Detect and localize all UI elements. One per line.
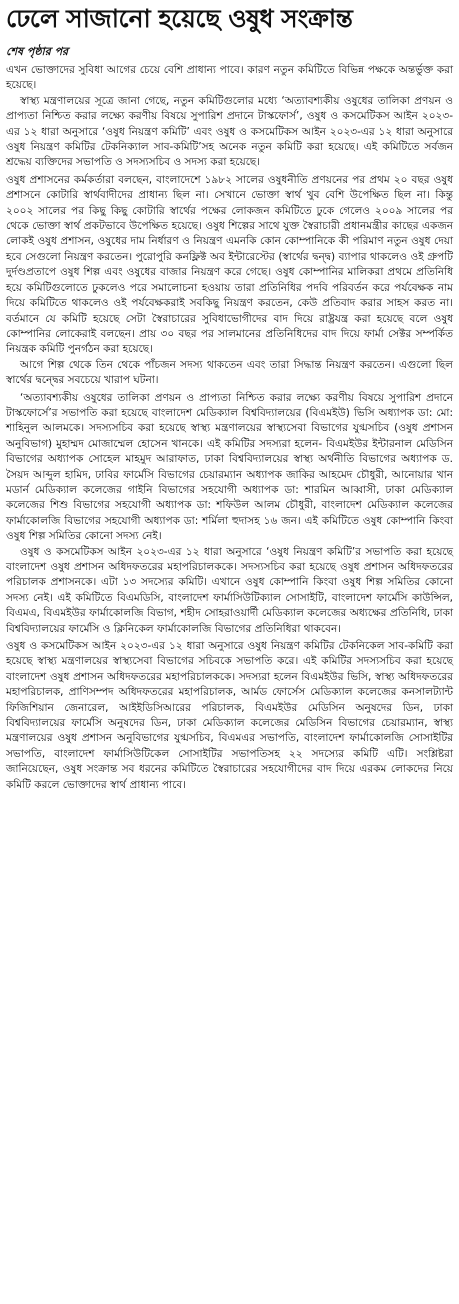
article-paragraph: আগে শিল্প থেকে তিন থেকে পাঁচজন সদস্য থাকতেন এবং তারা সিদ্ধান্ত নিয়ন্ত্রণ করতেন। এগুলো ছিল স্বার্থের দ্বন্দ্বের সবচেয়ে খারাপ ঘটনা। <box>6 358 453 387</box>
article-paragraph: ওষুধ ও কসমেটিকস আইন ২০২৩-এর ১২ ধারা অনুসারে ‘ওষুধ নিয়ন্ত্রণ কমিটি’র সভাপতি করা হয়েছে বাংলাদেশ ওষুধ প্রশাসন অধিদফতরের মহাপরিচালককে। সদস্যসচিব করা হয়েছে ওষুধ প্রশাসন অধিদফতরের পরিচালক প্রশাসনকে। এটা ১৩ সদস্যের কমিটি। এখানে ওষুধ কোম্পানি কিংবা ওষুধ শিল্প সমিতির কোনো সদস্য নেই। এই কমিটিতে বিএমডিসি, বাংলাদেশ ফার্মাসিউটিক্যাল সোসাইটি, বাংলাদেশ ফার্মেসি কাউন্সিল, বিএমএ, বিএমইউর ফার্মাকোলজি বিভাগ, শহীদ সোহরাওয়ার্দী মেডিক্যাল কলেজের অধ্যক্ষের প্রতিনিধি, ঢাকা বিশ্ববিদ্যালয়ের ফার্মেসি ও ক্লিনিকেল ফার্মাকোলজি বিভাগের প্রতিনিধিরা থাকবেন। <box>6 545 453 635</box>
article-paragraph: ‘অত্যাবশ্যকীয় ওষুধের তালিকা প্রণয়ন ও প্রাপ্যতা নিশ্চিত করার লক্ষ্যে করণীয় বিষয়ে সুপারিশ প্রদানে টাস্কফোর্সে’র সভাপতি করা হয়েছে বাংলাদেশ মেডিক্যাল বিশ্ববিদ্যালয়ের (বিএমইউ) ভিসি অধ্যাপক ডা: মো: শাহিনুল আলমকে। সদস্যসচিব করা হয়েছে স্বাস্থ্য মন্ত্রণালয়ের স্বাস্থ্যসেবা বিভাগের যুগ্মসচিব (ওষুধ প্রশাসন অনুবিভাগ) মুহাম্মদ মোজাম্মেল হোসেন খানকে। এই কমিটির সদস্যরা হলেন- বিএমইউর ইন্টারনাল মেডিসিন বিভাগের অধ্যাপক সোহেল মাহমুদ আরাফাত, ঢাকা বিশ্ববিদ্যালয়ের স্বাস্থ্য অর্থনীতি বিভাগের অধ্যাপক ড. সৈয়দ আব্দুল হামিদ, ঢাবির ফার্মেসি বিভাগের চেয়ারম্যান অধ্যাপক জাকির আহমেদ চৌধুরী, আনোয়ার খান মডার্ন মেডিক্যাল কলেজের গাইনি বিভাগের সহযোগী অধ্যাপক ডা: শারমিন আব্বাসী, ঢাকা মেডিক্যাল কলেজের শিশু বিভাগের সহযোগী অধ্যাপক ডা: শফিউল আলম চৌধুরী, বাংলাদেশ মেডিক্যাল কলেজের ফার্মাকোলজি বিভাগের সহযোগী অধ্যাপক ডা: শর্মিলা হুদাসহ ১৬ জন। এই কমিটিতে ওষুধ কোম্পানি কিংবা ওষুধ শিল্প সমিতির কোনো সদস্য নেই। <box>6 391 453 543</box>
continued-from-label: শেষ পৃষ্ঠার পর <box>6 45 69 58</box>
article-body <box>6 63 453 793</box>
newspaper-article <box>0 4 459 1304</box>
article-headline: ঢেলে সাজানো হয়েছে ওষুধ সংক্রান্ত <box>6 4 353 33</box>
article-paragraph: ওষুধ প্রশাসনের কর্মকর্তারা বলছেন, বাংলাদেশে ১৯৮২ সালের ওষুধনীতি প্রণয়নের পর প্রথম ২০ বছর ওষুধ প্রশাসনে কোটারি স্বার্থবাদীদের প্রাধান্য ছিল না। সেখানে ভোক্তা স্বার্থ খুব বেশি উপেক্ষিত ছিল না। কিন্তু ২০০২ সালের পর কিছু কিছু কোটারি স্বার্থের পক্ষের লোকজন কমিটিতে ঢুকে গেলেও ২০০৯ সালের পর থেকে ভোক্তা স্বার্থ প্রকটভাবে উপেক্ষিত হয়েছে। ওষুধ শিল্পের সাথে যুক্ত স্বৈরাচারী প্রধানমন্ত্রীর কাছের একজন লোকই ওষুধ প্রশাসন, ওষুধের দাম নির্ধারণ ও নিয়ন্ত্রণ এমনকি কোন কোম্পানিকে কী পরিমাণ নতুন ওষুধ দেয়া হবে সেগুলো নিয়ন্ত্রণ করতেন। পুরোপুরি কনফ্লিক্ট অব ইন্টারেস্টের (স্বার্থের দ্বন্দ্ব) ব্যাপার থাকলেও ওই গ্রুপটি দুর্দণ্ডপ্রতাপে ওষুধ শিল্প এবং ওষুধের বাজার নিয়ন্ত্রণ করে গেছে। ওষুধ কোম্পানির মালিকরা প্রথমে প্রতিনিধি হয়ে কমিটিগুলোতে ঢুকলেও পরে সমালোচনা হওয়ায় তারা প্রতিনিধির পদবি পরিবর্তন করে পর্যবেক্ষক নাম দিয়ে কমিটিতে থাকলেও ওই পর্যবেক্ষকরাই সবকিছু নিয়ন্ত্রণ করতেন, কেউ প্রতিবাদ করার সাহস করত না। বর্তমানে যে কমিটি হয়েছে সেটা স্বৈরাচারের সুবিধাভোগীদের বাদ দিয়ে রাষ্ট্রযন্ত্র করা হয়েছে বলে ওষুধ কোম্পানির লোকেরাই বলছেন। প্রায় ৩০ বছর পর সালমানের প্রতিনিধিদের বাদ দিয়ে ফার্মা সেক্টর সম্পর্কিত নিয়ন্ত্রক কমিটি পুনর্গঠন করা হয়েছে। <box>6 173 453 356</box>
article-paragraph: স্বাস্থ্য মন্ত্রণালয়ের সূত্রে জানা গেছে, নতুন কমিটিগুলোর মধ্যে ‘অত্যাবশ্যকীয় ওষুধের তালিকা প্রণয়ন ও প্রাপ্যতা নিশ্চিত করার লক্ষ্যে করণীয় বিষয়ে সুপারিশ প্রদানে টাস্কফোর্স’, ওষুধ ও কসমেটিকস আইন ২০২৩-এর ১২ ধারা অনুসারে ‘ওষুধ নিয়ন্ত্রণ কমিটি’ এবং ওষুধ ও কসমেটিকস আইন ২০২৩-এর ১২ ধারা অনুসারে ওষুধ নিয়ন্ত্রণ কমিটির টেকনিক্যাল সাব-কমিটি’সহ অনেক নতুন কমিটি করা হয়েছে। এই কমিটিতে সর্বজন শ্রদ্ধেয় ব্যক্তিদের সভাপতি ও সদস্যসচিব ও সদস্য করা হয়েছে। <box>6 94 453 169</box>
article-paragraph: এখন ভোক্তাদের সুবিধা আগের চেয়ে বেশি প্রাধান্য পাবে। কারণ নতুন কমিটিতে বিভিন্ন পক্ষকে অন্তর্ভুক্ত করা হয়েছে। <box>6 64 453 92</box>
article-paragraph: ওষুধ ও কসমেটিকস আইন ২০২৩-এর ১২ ধারা অনুসারে ওষুধ নিয়ন্ত্রণ কমিটির টেকনিকেল সাব-কমিটি করা হয়েছে স্বাস্থ্য মন্ত্রণালয়ের স্বাস্থ্যসেবা বিভাগের সচিবকে সভাপতি করে। এই কমিটির সদস্যসচিব করা হয়েছে বাংলাদেশ ওষুধ প্রশাসন অধিদফতরের মহাপরিচালককে। সদস্যরা হলেন বিএমইউর ভিসি, স্বাস্থ্য অধিদফতরের মহাপরিচালক, প্রাণিসম্পদ অধিদফতরের মহাপরিচালক, আর্মড ফোর্সেস মেডিক্যাল কলেজের কনসালট্যান্ট ফিজিশিয়ান জেনারেল, আইইডিসিআরের পরিচালক, বিএমইউর মেডিসিন অনুষদের ডিন, ঢাকা বিশ্ববিদ্যালয়ের ফার্মেসি অনুষদের ডিন, ঢাকা মেডিক্যাল কলেজের মেডিসিন বিভাগের চেয়ারম্যান, স্বাস্থ্য মন্ত্রণালয়ের ওষুধ প্রশাসন অনুবিভাগের যুগ্মসচিব, বিএমএর সভাপতি, বাংলাদেশ ফার্মাকোলজি সোসাইটির সভাপতি, বাংলাদেশ ফার্মাসিউটিকেল সোসাইটির সভাপতিসহ ২২ সদস্যের কমিটি এটি। সংশ্লিষ্টরা জানিয়েছেন, ওষুধ সংক্রান্ত সব ধরনের কমিটিতে স্বৈরাচারের সহযোগীদের বাদ দিয়ে এরকম লোকদের নিয়ে কমিটি করলে ভোক্তাদের স্বার্থ প্রাধান্য পাবে। <box>6 640 453 791</box>
